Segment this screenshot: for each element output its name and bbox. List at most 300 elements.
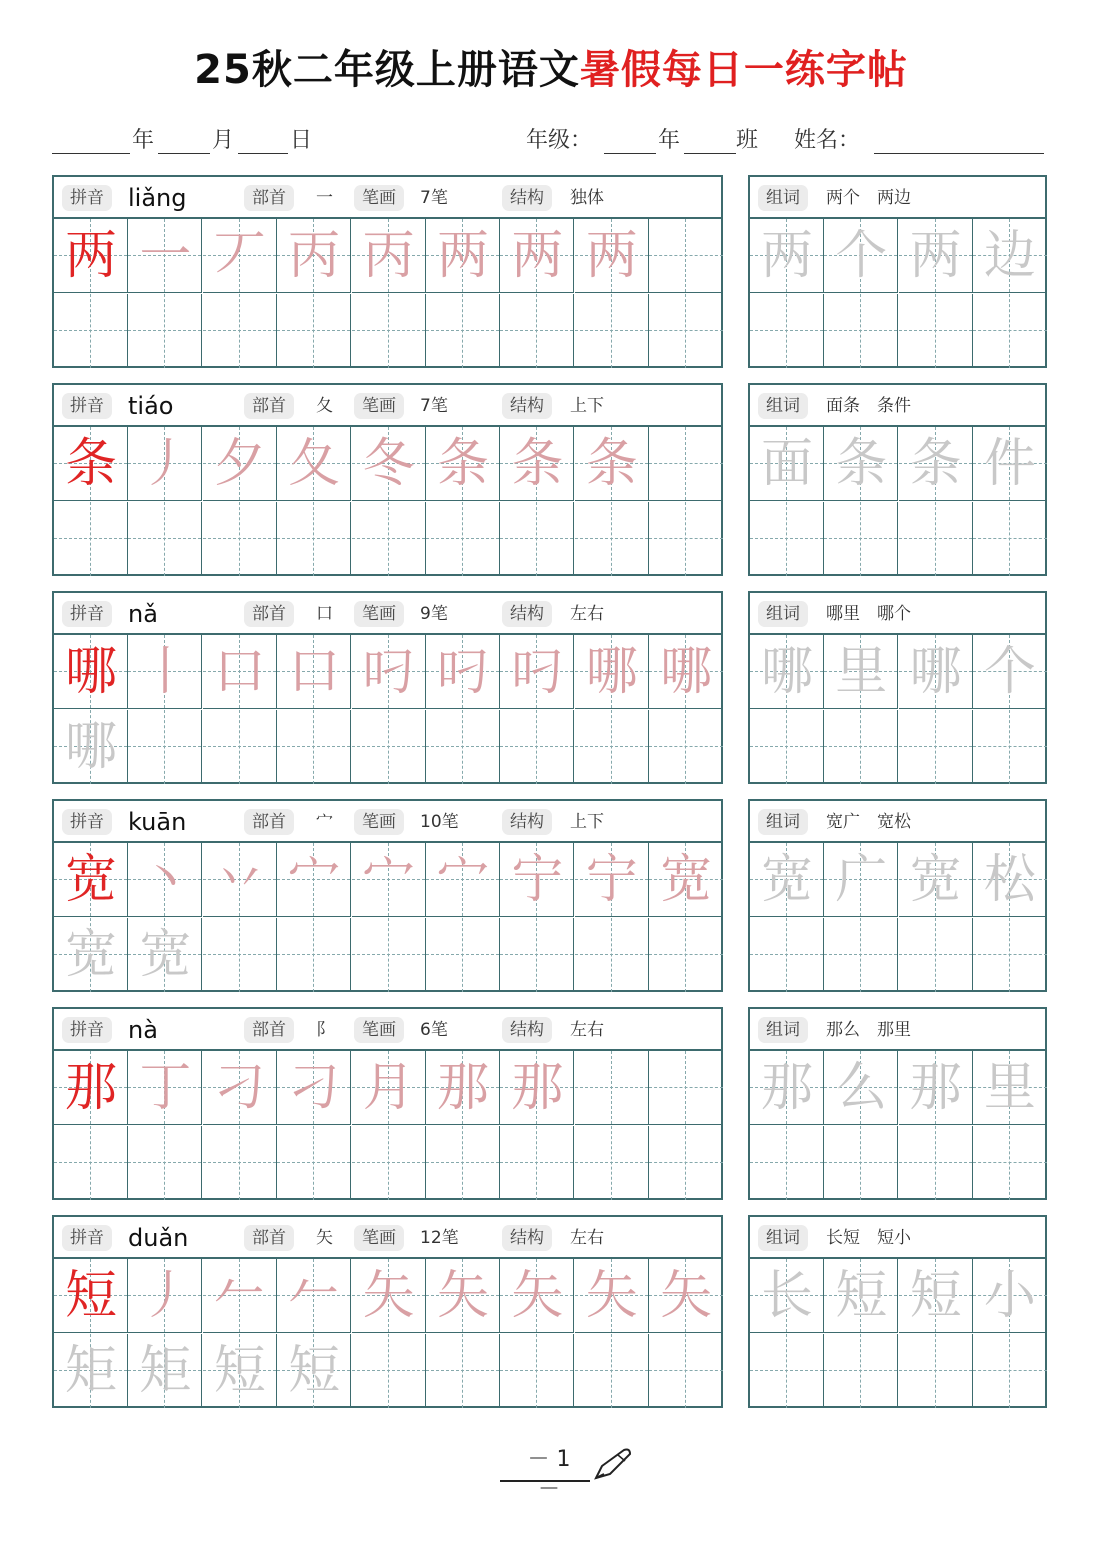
grid-cell[interactable] [54,502,128,576]
grid-cell[interactable] [750,918,824,992]
guide-line-v [313,918,314,992]
char-card [52,1007,723,1200]
grid-cell[interactable] [899,635,973,709]
word-trace-char: 里 [983,1058,1036,1118]
grid-cell[interactable] [426,843,500,917]
grid-cell[interactable] [352,1334,426,1408]
grid-cell[interactable] [899,1126,973,1200]
word-card [748,799,1047,992]
grid-cell[interactable] [973,294,1047,368]
word-grid [750,427,1045,574]
grid-cell[interactable] [575,710,649,784]
word-trace-char: 么 [835,1058,888,1118]
grid-cell[interactable] [500,219,574,293]
guide-line-v [685,918,686,992]
words-label: 组词 [758,601,808,627]
word-trace-char: 条 [909,434,962,494]
grid-cell[interactable] [575,427,649,501]
grid-cell[interactable] [973,710,1047,784]
grid-cell[interactable] [575,1334,649,1408]
guide-line-v [313,710,314,784]
grid-cell[interactable] [277,1334,351,1408]
words-value: 宽广 宽松 [826,812,911,832]
guide-line-v [536,502,537,576]
grid-cell[interactable] [500,1259,574,1333]
trace-char: 𠂉 [288,1266,341,1326]
grid-cell[interactable] [426,710,500,784]
word-card-header [750,801,1045,843]
word-card-header [750,1009,1045,1051]
pinyin-label: 拼音 [62,185,112,211]
grid-cell[interactable] [824,635,898,709]
trace-char: 刁 [213,1058,266,1118]
strokes-label: 笔画 [354,601,404,627]
grid-cell[interactable] [352,1126,426,1200]
grid-cell[interactable] [203,710,277,784]
word-card [748,175,1047,368]
trace-char: 口 [288,642,341,702]
pinyin-value: nà [128,1016,158,1044]
grid-cell[interactable] [352,843,426,917]
strokes-label: 笔画 [354,1225,404,1251]
grid-cell[interactable] [973,843,1047,917]
grid-cell[interactable] [973,1334,1047,1408]
model-char: 那 [64,1058,117,1118]
grid-cell[interactable] [824,1051,898,1125]
grid-cell[interactable] [899,502,973,576]
trace-char: 矩 [64,1340,117,1401]
grid-cell[interactable] [500,710,574,784]
guide-line-h [973,1370,1047,1371]
grid-cell[interactable] [203,843,277,917]
guide-line-h [973,538,1047,539]
model-char: 哪 [64,642,117,702]
grid-cell[interactable] [203,635,277,709]
grid-cell[interactable] [54,294,128,368]
grid-cell[interactable] [426,635,500,709]
grid-cell[interactable] [203,219,277,293]
word-grid [750,219,1045,366]
guide-line-v [1009,918,1010,992]
grid-cell[interactable] [352,219,426,293]
structure-value: 独体 [570,188,604,208]
grid-cell[interactable] [203,1051,277,1125]
grid-cell[interactable] [500,294,574,368]
guide-line-v [786,502,787,576]
grid-cell[interactable] [128,1051,202,1125]
grid-cell[interactable] [277,1126,351,1200]
guide-line-h [649,1162,723,1163]
grid-cell[interactable] [128,843,202,917]
trace-char: 矢 [362,1266,415,1326]
grid-cell[interactable] [899,1259,973,1333]
grid-cell[interactable] [352,502,426,576]
year-label: 年 [132,128,155,153]
grid-cell[interactable] [54,219,128,293]
grid-cell[interactable] [54,710,128,784]
guide-line-v [313,502,314,576]
grid-cell[interactable] [277,1259,351,1333]
grid-cell[interactable] [649,294,723,368]
grid-cell[interactable] [824,427,898,501]
guide-line-h [973,954,1047,955]
date-line [52,124,1044,158]
word-grid [750,843,1045,990]
grid-cell[interactable] [575,219,649,293]
grid-cell[interactable] [824,294,898,368]
pinyin-value: liǎng [128,184,187,212]
guide-line-v [935,918,936,992]
trace-char: 冬 [362,434,415,494]
grid-cell[interactable] [277,1051,351,1125]
grid-cell[interactable] [575,635,649,709]
grid-cell[interactable] [973,219,1047,293]
guide-line-v [786,710,787,784]
grid-cell[interactable] [750,427,824,501]
grid-cell[interactable] [277,219,351,293]
grid-cell[interactable] [128,1334,202,1408]
grid-cell[interactable] [203,502,277,576]
trace-char: 丿 [139,1266,192,1326]
pinyin-value: duǎn [128,1224,189,1252]
trace-char: 条 [511,434,564,494]
grid-cell[interactable] [575,843,649,917]
grid-cell[interactable] [54,918,128,992]
guide-line-v [164,710,165,784]
grid-cell[interactable] [824,710,898,784]
grid-cell[interactable] [824,1334,898,1408]
grid-cell[interactable] [824,1259,898,1333]
grid-cell[interactable] [352,1259,426,1333]
grid-cell[interactable] [203,1334,277,1408]
grid-cell[interactable] [899,843,973,917]
grid-cell[interactable] [426,219,500,293]
word-trace-char: 里 [835,642,888,702]
grid-cell[interactable] [973,427,1047,501]
strokes-value: 7笔 [420,396,448,416]
guide-line-v [1009,1126,1010,1200]
radical-value: 阝 [316,1020,333,1040]
grid-cell[interactable] [54,1259,128,1333]
guide-line-v [860,710,861,784]
guide-line-v [1009,710,1010,784]
guide-line-v [388,1334,389,1408]
grid-cell[interactable] [203,918,277,992]
grid-cell[interactable] [426,1259,500,1333]
trace-char: 两 [585,226,638,286]
guide-line-v [685,502,686,576]
trace-char: 宁 [511,850,564,910]
grid-cell[interactable] [128,219,202,293]
grid-cell[interactable] [973,918,1047,992]
grid-cell[interactable] [899,918,973,992]
grid-cell[interactable] [649,502,723,576]
trace-char: 那 [436,1058,489,1118]
grade-year-blank[interactable] [604,153,656,154]
grid-cell[interactable] [824,502,898,576]
guide-line-v [786,1126,787,1200]
trace-char: 哪 [585,642,638,702]
grid-cell[interactable] [277,427,351,501]
grid-cell[interactable] [899,294,973,368]
grid-cell[interactable] [500,502,574,576]
grid-cell[interactable] [352,918,426,992]
grid-cell[interactable] [824,843,898,917]
grid-cell[interactable] [649,219,723,293]
word-trace-char: 广 [835,850,888,910]
grid-cell[interactable] [750,843,824,917]
word-trace-char: 宽 [760,850,813,910]
structure-label: 结构 [502,1017,552,1043]
grid-cell[interactable] [750,294,824,368]
grid-cell[interactable] [500,635,574,709]
grid-cell[interactable] [750,1051,824,1125]
guide-line-v [536,710,537,784]
grid-cell[interactable] [203,1259,277,1333]
year-blank[interactable] [52,153,130,154]
word-trace-char: 那 [909,1058,962,1118]
grid-cell[interactable] [973,1051,1047,1125]
grid-cell[interactable] [426,502,500,576]
strokes-label: 笔画 [354,185,404,211]
grid-cell[interactable] [128,1126,202,1200]
grid-cell[interactable] [973,502,1047,576]
guide-line-v [611,1334,612,1408]
grid-cell[interactable] [500,1051,574,1125]
grid-cell[interactable] [54,1334,128,1408]
grid-cell[interactable] [500,1126,574,1200]
trace-char: 叼 [362,642,415,702]
grid-cell[interactable] [575,1259,649,1333]
words-value: 两个 两边 [826,188,911,208]
grid-cell[interactable] [277,502,351,576]
grid-cell[interactable] [128,635,202,709]
guide-line-v [90,294,91,368]
trace-char: 那 [511,1058,564,1118]
grid-cell[interactable] [649,1051,723,1125]
guide-line-v [860,294,861,368]
trace-char: 宀 [362,850,415,910]
grid-cell[interactable] [973,1259,1047,1333]
char-card [52,799,723,992]
grid-cell[interactable] [649,710,723,784]
grid-cell[interactable] [750,502,824,576]
strokes-value: 12笔 [420,1228,459,1248]
grid-cell[interactable] [128,294,202,368]
grid-cell[interactable] [54,1051,128,1125]
grid-cell[interactable] [575,1126,649,1200]
guide-line-v [935,1126,936,1200]
strokes-value: 6笔 [420,1020,448,1040]
class-blank[interactable] [684,153,736,154]
name-blank[interactable] [874,153,1044,154]
pinyin-label: 拼音 [62,1017,112,1043]
grid-cell[interactable] [575,502,649,576]
grid-cell[interactable] [899,1334,973,1408]
word-grid [750,1259,1045,1406]
guide-line-v [860,1126,861,1200]
grid-cell[interactable] [352,635,426,709]
grid-cell[interactable] [899,219,973,293]
month-blank[interactable] [158,153,210,154]
grid-cell[interactable] [352,1051,426,1125]
footer-underline [500,1480,590,1482]
guide-line-h [973,1162,1047,1163]
word-trace-char: 松 [983,850,1036,910]
word-trace-char: 那 [760,1058,813,1118]
guide-line-v [313,1126,314,1200]
grid-cell[interactable] [649,843,723,917]
grid-cell[interactable] [973,1126,1047,1200]
grid-cell[interactable] [500,427,574,501]
trace-char: 刁 [288,1058,341,1118]
word-trace-char: 边 [983,226,1036,286]
pinyin-value: kuān [128,808,187,836]
guide-line-v [685,294,686,368]
model-char: 短 [64,1266,117,1326]
grid-cell[interactable] [750,1334,824,1408]
guide-line-v [860,1334,861,1408]
char-card [52,383,723,576]
guide-line-v [536,1126,537,1200]
grid-cell[interactable] [277,710,351,784]
trace-char: 条 [585,434,638,494]
char-card-header [54,593,721,635]
grid-cell[interactable] [277,918,351,992]
trace-char: 丆 [213,226,266,286]
guide-line-v [685,1051,686,1124]
grid-cell[interactable] [899,1051,973,1125]
grid-cell[interactable] [500,918,574,992]
grid-cell[interactable] [973,635,1047,709]
grid-cell[interactable] [750,635,824,709]
grid-cell[interactable] [575,294,649,368]
practice-grid [54,219,721,366]
grid-cell[interactable] [203,294,277,368]
grid-cell[interactable] [500,1334,574,1408]
guide-line-v [685,1126,686,1200]
char-card-header [54,177,721,219]
grid-cell[interactable] [824,918,898,992]
grid-cell[interactable] [54,427,128,501]
grid-cell[interactable] [352,427,426,501]
grid-cell[interactable] [128,1259,202,1333]
radical-label: 部首 [244,393,294,419]
grid-cell[interactable] [426,1334,500,1408]
char-card [52,1215,723,1408]
guide-line-v [685,1334,686,1408]
trace-char: 短 [213,1340,266,1401]
trace-char: 丙 [362,226,415,286]
char-card [52,591,723,784]
grid-cell[interactable] [426,918,500,992]
guide-line-v [685,427,686,500]
guide-line-v [90,1126,91,1200]
guide-line-v [462,294,463,368]
grid-cell[interactable] [426,427,500,501]
grid-cell[interactable] [649,1126,723,1200]
grid-cell[interactable] [128,918,202,992]
grid-cell[interactable] [824,1126,898,1200]
grid-cell[interactable] [649,1259,723,1333]
grid-cell[interactable] [575,1051,649,1125]
grid-cell[interactable] [426,1051,500,1125]
guide-line-h [649,1370,723,1371]
grid-cell[interactable] [54,635,128,709]
practice-grid [54,1259,721,1406]
radical-label: 部首 [244,1017,294,1043]
words-label: 组词 [758,185,808,211]
grid-cell[interactable] [277,843,351,917]
grid-cell[interactable] [750,1259,824,1333]
title-red: 暑假每日一练字帖 [579,47,908,93]
trace-char: 一 [139,226,192,286]
guide-line-v [611,1126,612,1200]
grid-cell[interactable] [128,710,202,784]
trace-char: 月 [362,1058,415,1118]
word-grid [750,1051,1045,1198]
guide-line-v [388,1126,389,1200]
grid-cell[interactable] [203,1126,277,1200]
radical-value: 夂 [316,396,333,416]
word-card [748,1007,1047,1200]
grid-cell[interactable] [649,427,723,501]
word-card-header [750,177,1045,219]
grade-year-label: 年 [658,128,681,153]
strokes-label: 笔画 [354,393,404,419]
grid-cell[interactable] [649,635,723,709]
grid-cell[interactable] [352,294,426,368]
grid-cell[interactable] [899,427,973,501]
guide-line-v [611,1051,612,1124]
grid-cell[interactable] [54,843,128,917]
guide-line-v [164,294,165,368]
trace-char: 矢 [511,1266,564,1326]
grid-cell[interactable] [277,294,351,368]
grid-cell[interactable] [426,1126,500,1200]
structure-value: 左右 [570,1228,604,1248]
grid-cell[interactable] [750,1126,824,1200]
grid-cell[interactable] [128,427,202,501]
grid-cell[interactable] [750,219,824,293]
grid-cell[interactable] [649,918,723,992]
grid-cell[interactable] [649,1334,723,1408]
char-card-header [54,385,721,427]
grid-cell[interactable] [426,294,500,368]
model-char: 两 [64,226,117,286]
grid-cell[interactable] [824,219,898,293]
grid-cell[interactable] [128,502,202,576]
grid-cell[interactable] [203,427,277,501]
class-label: 班 [736,128,759,153]
day-blank[interactable] [238,153,288,154]
grid-cell[interactable] [352,710,426,784]
trace-char: 叼 [511,642,564,702]
grid-cell[interactable] [277,635,351,709]
grid-cell[interactable] [750,710,824,784]
char-card-header [54,801,721,843]
guide-line-v [164,502,165,576]
grid-cell[interactable] [54,1126,128,1200]
pen-icon [590,1446,634,1484]
grid-cell[interactable] [899,710,973,784]
radical-value: 口 [316,604,333,624]
trace-char: 宀 [436,850,489,910]
grid-cell[interactable] [500,843,574,917]
guide-line-v [685,219,686,292]
grid-cell[interactable] [575,918,649,992]
words-label: 组词 [758,809,808,835]
